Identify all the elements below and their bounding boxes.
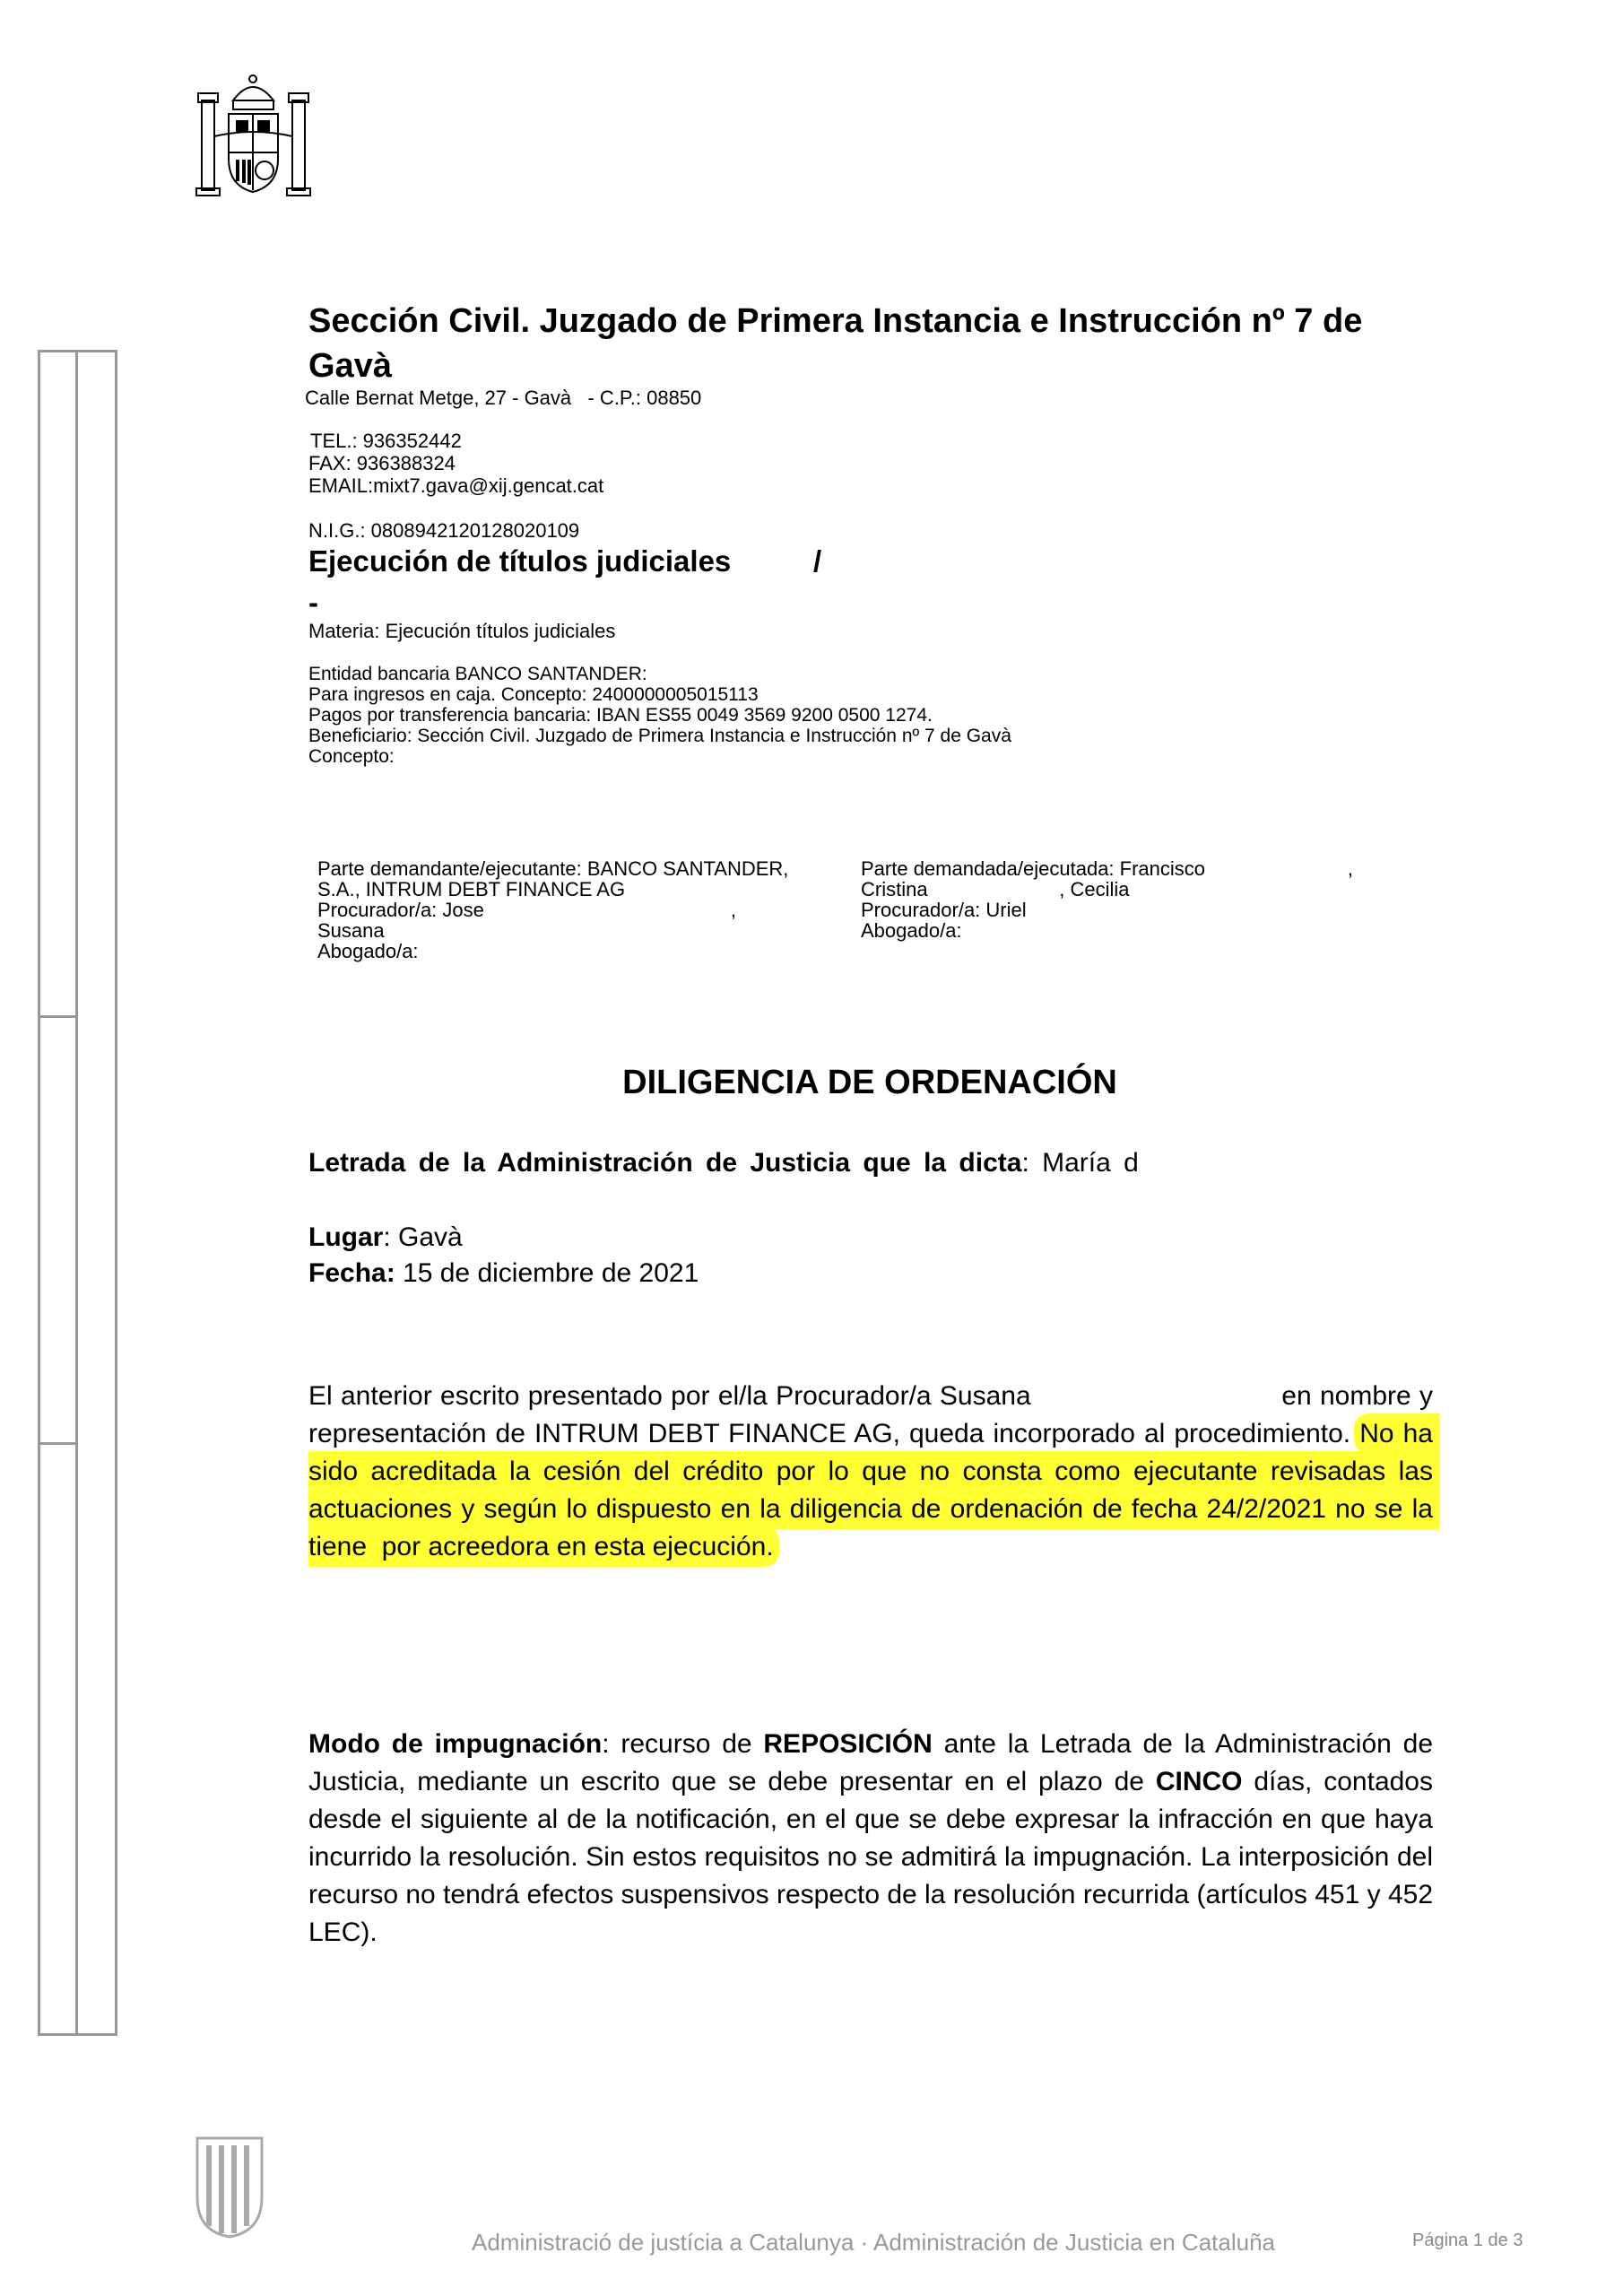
spain-coat-of-arms-icon — [193, 74, 314, 199]
materia: Materia: Ejecución títulos judiciales — [308, 620, 616, 642]
party-line: Parte demandante/ejecutante: BANCO SANTANDER, — [317, 857, 789, 880]
margin-divider — [38, 1442, 78, 1445]
highlighted-text: No ha sido acreditada la cesión del crédito por lo que no consta como ejecutante revisadas las actuaciones y según lo dispuesto en la diligencia de ordenación de fecha 24/2/2021 no se la tiene por acreedora en esta ejecución. — [308, 1419, 1441, 1561]
bank-beneficiary: Beneficiario: Sección Civil. Juzgado de Primera Instancia e Instrucción nº 7 de Gavà — [308, 726, 1011, 746]
bank-entity: Entidad bancaria BANCO SANTANDER: — [308, 664, 647, 684]
party-line: Procurador/a: Jose , — [317, 899, 737, 921]
impugnation-label: Modo de impugnación — [308, 1729, 603, 1759]
party-line: S.A., INTRUM DEBT FINANCE AG — [317, 878, 626, 900]
fecha-label: Fecha: — [308, 1258, 395, 1288]
party-line: Cristina , Cecilia — [861, 878, 1130, 900]
impugnation-paragraph — [308, 1726, 1433, 1952]
court-address: Calle Bernat Metge, 27 - Gavà - C.P.: 08850 — [305, 387, 702, 409]
parties-right — [861, 858, 1363, 941]
lugar-label: Lugar — [308, 1222, 384, 1252]
lugar-value: : Gavà — [383, 1222, 463, 1252]
document-title: DILIGENCIA DE ORDENACIÓN — [622, 1064, 1117, 1101]
letrada-value: : María d — [1021, 1148, 1139, 1178]
fecha-value: 15 de diciembre de 2021 — [395, 1258, 699, 1288]
procedure-title: Ejecución de títulos judiciales — [308, 544, 732, 578]
bank-transfer: Pagos por transferencia bancaria: IBAN ES55 0049 3569 9200 0500 1274. — [308, 705, 933, 726]
bank-concept: Concepto: — [308, 746, 395, 767]
court-fax: FAX: 936388324 — [308, 452, 456, 474]
lugar-line — [308, 1222, 463, 1253]
impugnation-text: : recurso de — [602, 1729, 764, 1759]
nig-number: N.I.G.: 0808942120128020109 — [308, 519, 580, 542]
reposicion-keyword: REPOSICIÓN — [763, 1729, 933, 1759]
procedure-slash: / — [813, 544, 822, 578]
court-title: Sección Civil. Juzgado de Primera Instancia e Instrucción nº 7 de Gavà — [308, 302, 1363, 385]
page-number: Página 1 de 3 — [1412, 2231, 1523, 2250]
court-email: EMAIL:mixt7.gava@xij.gencat.cat — [308, 474, 604, 497]
party-line: Susana — [317, 919, 385, 942]
footer-admin-text: Administració de justícia a Catalunya · Administración de Justicia en Cataluña — [472, 2229, 1276, 2256]
party-line: Parte demandada/ejecutada: Francisco , — [861, 857, 1354, 880]
margin-column-right — [75, 350, 117, 2036]
paragraph-text: El anterior escrito presentado por el/la Procurador/a Susana en nombre y representación de INTRUM DEBT FINANCE AG, queda incorporado al procedimiento. — [308, 1381, 1441, 1448]
letrada-line — [308, 1148, 1139, 1178]
party-line: Procurador/a: Uriel — [861, 899, 1027, 921]
bank-cash: Para ingresos en caja. Concepto: 2400000005015113 — [308, 684, 759, 705]
fecha-line — [308, 1258, 699, 1289]
main-paragraph — [308, 1378, 1441, 1566]
generalitat-emblem-icon — [194, 2135, 265, 2240]
cinco-keyword: CINCO — [1155, 1767, 1243, 1796]
impugnation-text: días, contados desde el siguiente al de la notificación, en el que se debe expresar la infracción en que haya incurrido la resolución. Sin estos requisitos no se admitirá la impugnación. La interposición del recurso no tendrá efectos suspensivos respecto de la resolución recurrida (artículos 451 y 452 LEC). — [308, 1767, 1434, 1947]
party-line: Abogado/a: — [317, 940, 419, 962]
party-line: Abogado/a: — [861, 919, 962, 942]
court-tel: TEL.: 936352442 — [310, 430, 462, 452]
impugnation-text: ante la Letrada de la Administración de Justicia, mediante un escrito que se debe presentar en el plazo de — [308, 1729, 1434, 1796]
letrada-label: Letrada de la Administración de Justicia que la dicta — [308, 1148, 1022, 1178]
margin-column-left — [38, 350, 78, 2036]
parties-left — [317, 858, 820, 961]
margin-divider — [38, 1015, 78, 1018]
procedure-dash: - — [308, 586, 318, 619]
